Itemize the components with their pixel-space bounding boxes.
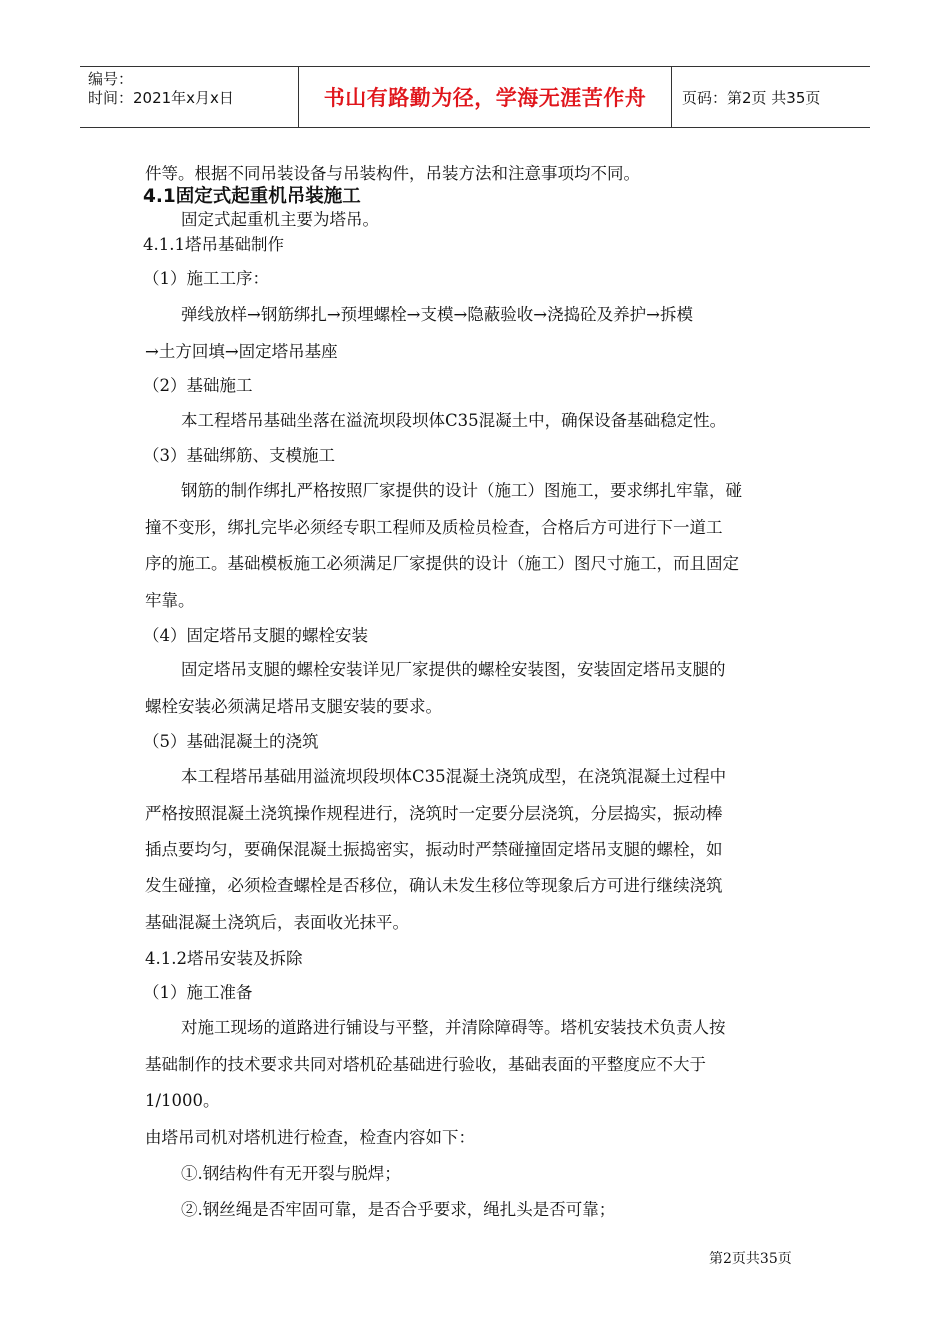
header-meta	[80, 67, 299, 127]
paragraph-line: 牢靠。	[145, 591, 195, 610]
paragraph-line: 严格按照混凝土浇筑操作规程进行，浇筑时一定要分层浇筑，分层捣实，振动棒	[145, 804, 723, 823]
header-page-info: 页码：第2页 共35页	[682, 88, 821, 107]
page-footer: 第2页共35页	[709, 1251, 792, 1267]
paragraph-line: 弹线放样→钢筋绑扎→预埋螺栓→支模→隐蔽验收→浇捣砼及养护→拆模	[181, 305, 693, 324]
paragraph-line: 固定式起重机主要为塔吊。	[181, 210, 379, 229]
header-motto: 书山有路勤为径，学海无涯苦作舟	[299, 67, 672, 127]
item-heading: （2）基础施工	[143, 376, 253, 395]
date-label: 时间：2021年x月x日	[88, 89, 234, 107]
subsection-heading: 4.1.2塔吊安装及拆除	[145, 949, 303, 968]
paragraph-line: 对施工现场的道路进行铺设与平整，并清除障碍等。塔机安装技术负责人按	[181, 1018, 726, 1037]
item-heading: （5）基础混凝土的浇筑	[143, 732, 319, 751]
paragraph-line: 件等。根据不同吊装设备与吊装构件，吊装方法和注意事项均不同。	[145, 164, 640, 183]
item-heading: （4）固定塔吊支腿的螺栓安装	[143, 626, 368, 645]
paragraph-line: 螺栓安装必须满足塔吊支腿安装的要求。	[145, 697, 442, 716]
paragraph-line: 基础制作的技术要求共同对塔机砼基础进行验收，基础表面的平整度应不大于	[145, 1055, 706, 1074]
item-heading: （3）基础绑筋、支模施工	[143, 446, 335, 465]
paragraph-line: →土方回填→固定塔吊基座	[145, 342, 338, 361]
subsection-heading: 4.1.1塔吊基础制作	[143, 235, 284, 254]
paragraph-line: 序的施工。基础模板施工必须满足厂家提供的设计（施工）图尺寸施工，而且固定	[145, 554, 739, 573]
section-heading: 4.1固定式起重机吊装施工	[143, 186, 361, 207]
list-item: ②.钢丝绳是否牢固可靠，是否合乎要求，绳扎头是否可靠；	[181, 1200, 616, 1219]
paragraph-line: 固定塔吊支腿的螺栓安装详见厂家提供的螺栓安装图，安装固定塔吊支腿的	[181, 660, 726, 679]
paragraph-line: 插点要均匀，要确保混凝土振捣密实，振动时严禁碰撞固定塔吊支腿的螺栓，如	[145, 840, 723, 859]
number-label: 编号：	[88, 70, 134, 88]
paragraph-line: 本工程塔吊基础坐落在溢流坝段坝体C35混凝土中，确保设备基础稳定性。	[181, 411, 727, 430]
paragraph-line: 1/1000。	[145, 1091, 220, 1110]
page-header	[80, 66, 870, 128]
paragraph-line: 本工程塔吊基础用溢流坝段坝体C35混凝土浇筑成型，在浇筑混凝土过程中	[181, 767, 727, 786]
paragraph-line: 撞不变形，绑扎完毕必须经专职工程师及质检员检查，合格后方可进行下一道工	[145, 518, 723, 537]
item-heading: （1）施工工序：	[143, 269, 269, 288]
list-item: ①.钢结构件有无开裂与脱焊；	[181, 1164, 401, 1183]
paragraph-line: 由塔吊司机对塔机进行检查，检查内容如下：	[145, 1128, 475, 1147]
item-heading: （1）施工准备	[143, 983, 253, 1002]
paragraph-line: 钢筋的制作绑扎严格按照厂家提供的设计（施工）图施工，要求绑扎牢靠，碰	[181, 481, 742, 500]
paragraph-line: 发生碰撞，必须检查螺栓是否移位，确认未发生移位等现象后方可进行继续浇筑	[145, 876, 723, 895]
paragraph-line: 基础混凝土浇筑后，表面收光抹平。	[145, 913, 409, 932]
